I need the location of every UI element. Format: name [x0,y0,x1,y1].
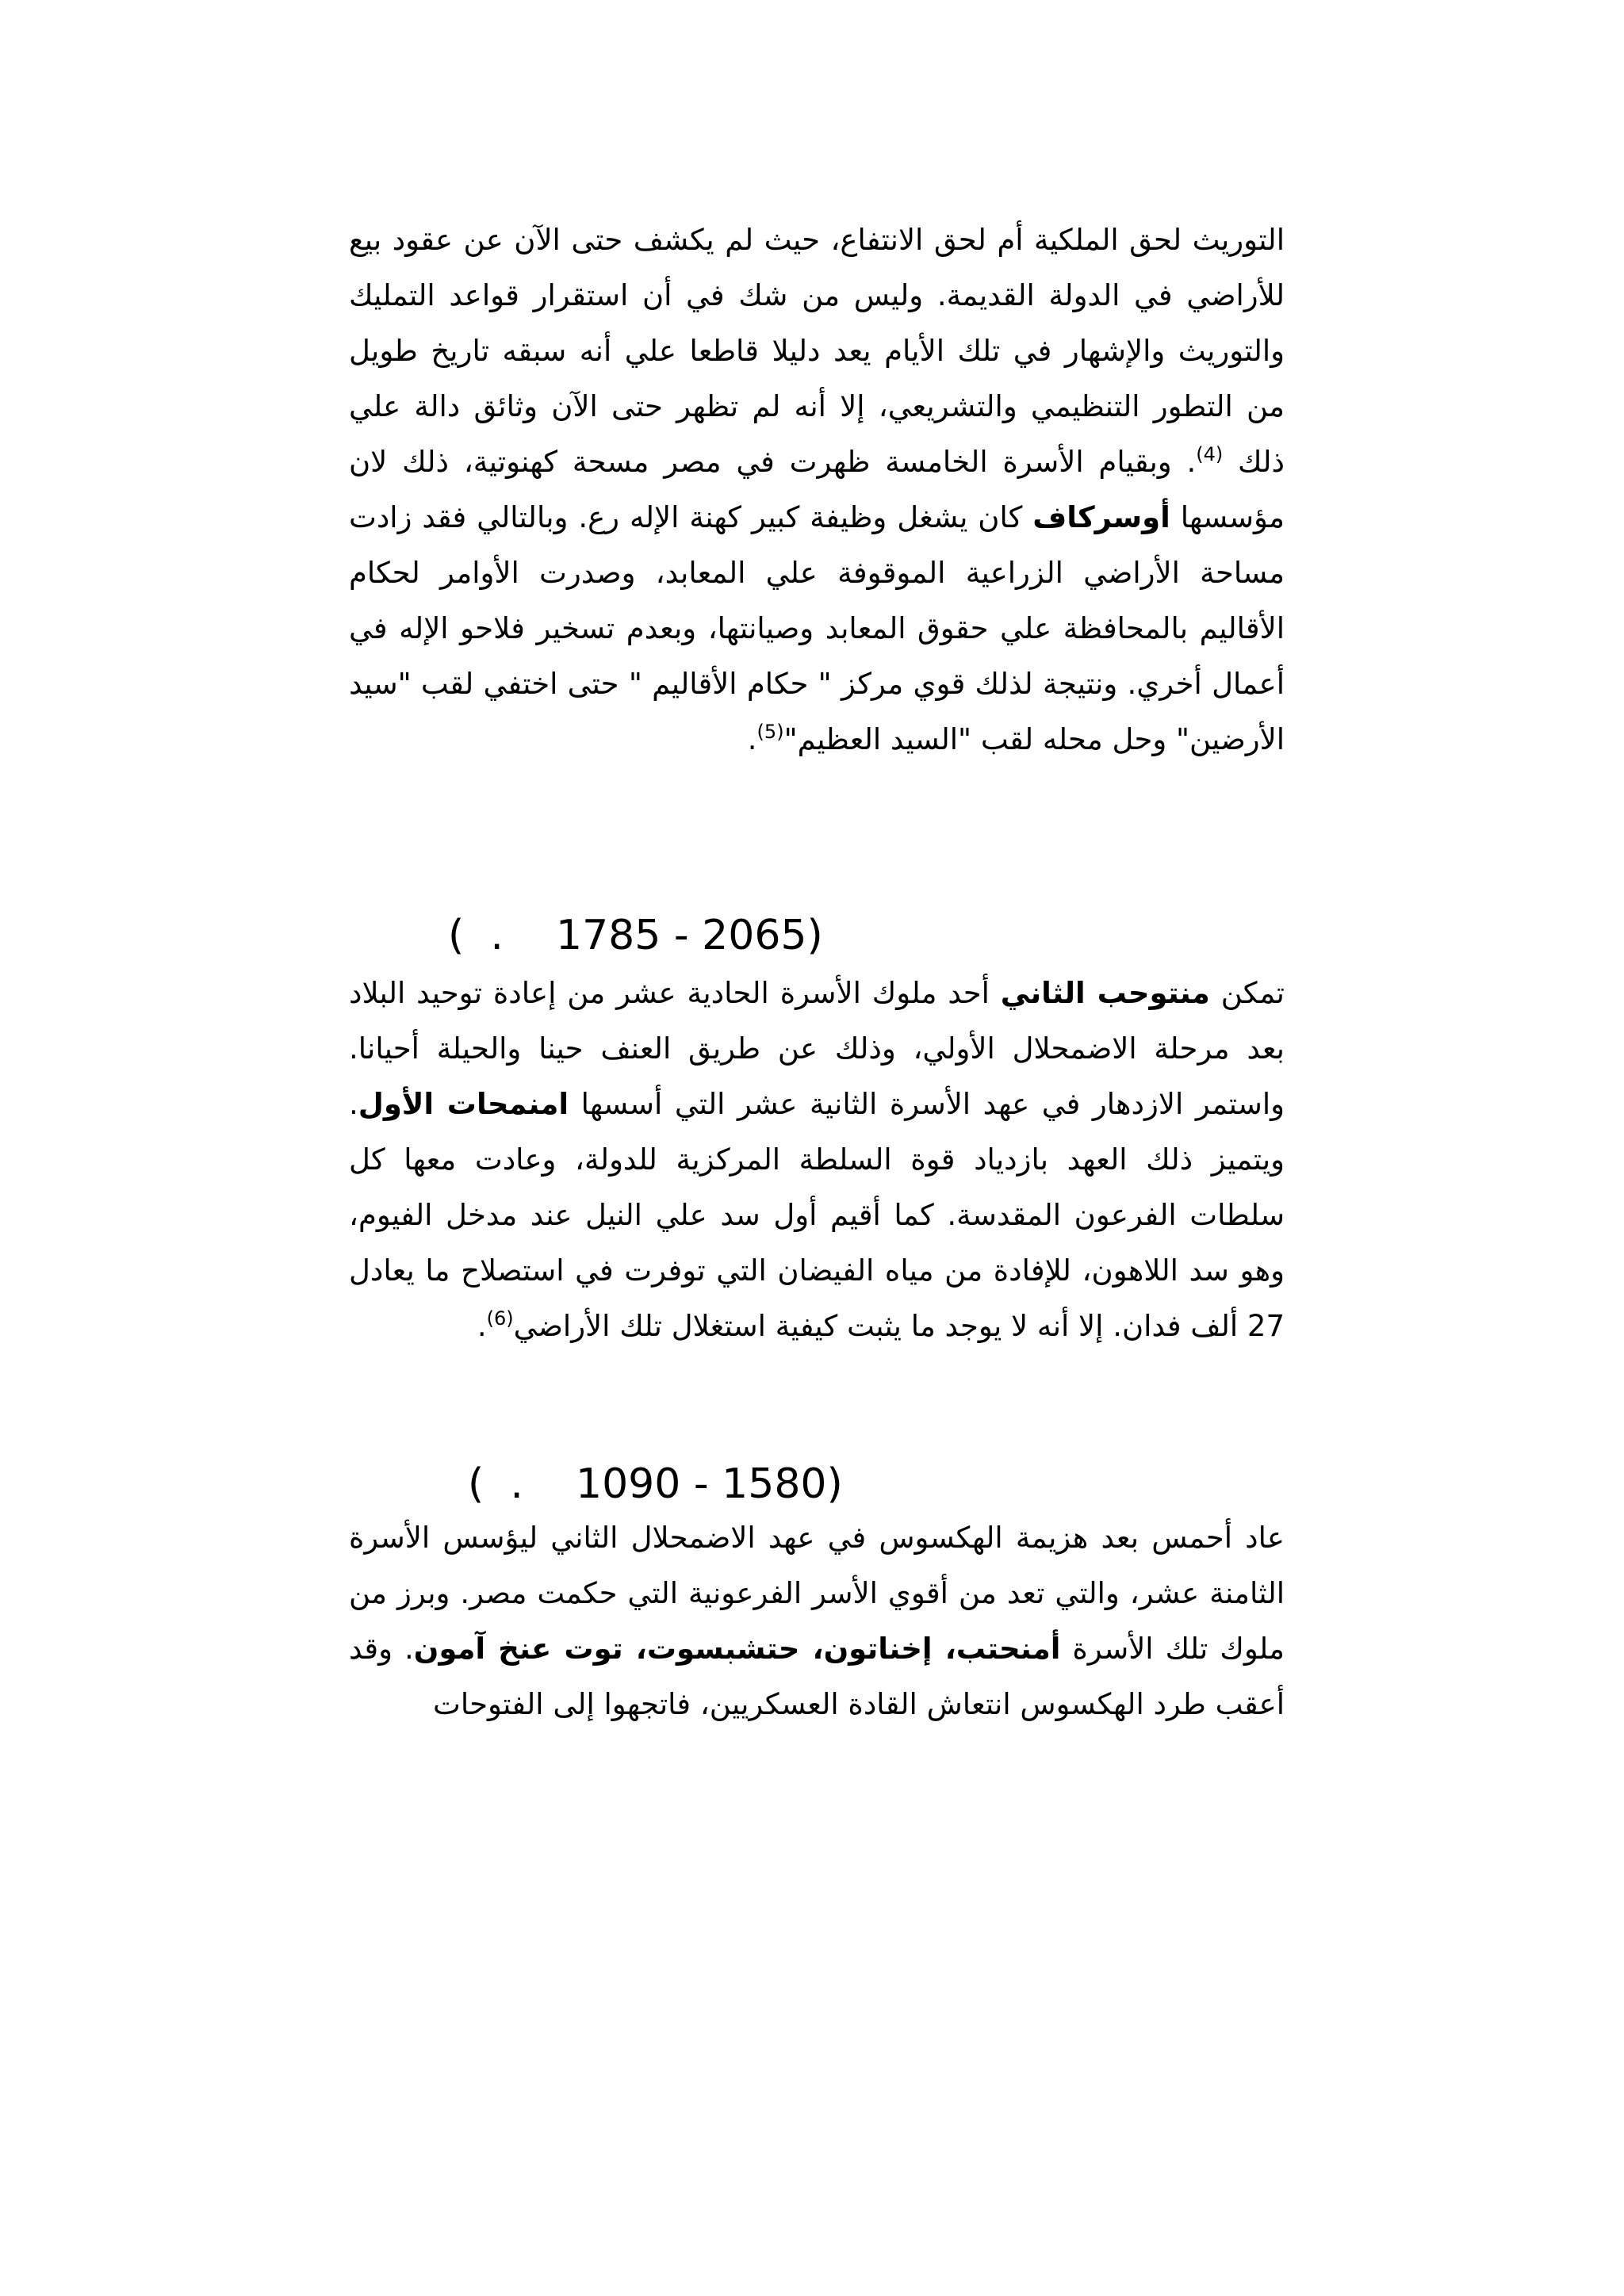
bold-name: أمنحتب، إخناتون، حتشبسوت، توت عنخ آمون [413,1632,1061,1666]
text-span: التوريث لحق الملكية أم لحق الانتفاع، حيث لم يكشف حتى الآن عن عقود بيع للأراضي في الدولة القديمة. وليس من شك في أن استقرار قواعد التمليك والتوريث والإشهار في تلك الأيام يعد دليلا قاطعا علي أنه سبقه تاريخ طويل من التطور التنظيمي والتشريعي، إلا أنه لم تظهر حتى الآن وثائق دالة علي ذلك [349,223,1285,479]
section-heading-date-range: ( . 1090 - 1580) [468,1460,843,1508]
text-span: تمكن [1209,976,1285,1010]
text-span: . [477,1309,487,1343]
paragraph-new-kingdom [349,1510,1285,1732]
text-span: . وبقيام الأسرة الخامسة ظهرت في مصر مسحة كهنوتية، ذلك لان مؤسسها [349,445,1285,534]
paragraph-text [349,966,1285,1354]
bold-name: امنمحات الأول [358,1087,569,1121]
text-span: . ويتميز ذلك العهد بازدياد قوة السلطة المركزية للدولة، وعادت معها كل سلطات الفرعون المقدسة. كما أقيم أول سد علي النيل عند مدخل الفيوم، وهو سد اللاهون، للإفادة من مياه الفيضان التي توفرت في استصلاح ما يعادل 27 ألف فدان. إلا أنه لا يوجد ما يثبت كيفية استغلال تلك الأراضي [349,1087,1285,1343]
bold-name: منتوحب الثاني [1000,976,1210,1010]
footnote-ref: (4) [1196,443,1224,465]
footnote-ref: (6) [486,1307,514,1330]
paragraph-text [349,212,1285,767]
section-heading-date-range: ( . 1785 - 2065) [448,912,823,959]
text-span: أحد ملوك الأسرة الحادية عشر من إعادة توحيد البلاد بعد مرحلة الاضمحلال الأولي، وذلك عن طريق العنف حينا والحيلة أحيانا. واستمر الازدهار في عهد الأسرة الثانية عشر التي أسسها [349,976,1285,1121]
paragraph-middle-kingdom [349,966,1285,1354]
text-span: . وقد أعقب طرد الهكسوس انتعاش القادة العسكريين، فاتجهوا إلى الفتوحات [349,1632,1285,1721]
text-span: عاد أحمس بعد هزيمة الهكسوس في عهد الاضمحلال الثاني ليؤسس الأسرة الثامنة عشر، والتي تعد من أقوي الأسر الفرعونية التي حكمت مصر. وبرز من ملوك تلك الأسرة [349,1521,1285,1666]
text-span: . [747,722,757,756]
footnote-ref: (5) [756,721,784,743]
bold-name: أوسركاف [1032,500,1170,534]
text-span: كان يشغل وظيفة كبير كهنة الإله رع. وبالتالي فقد زادت مساحة الأراضي الزراعية الموقوفة علي المعابد، وصدرت الأوامر لحكام الأقاليم بالمحافظة علي حقوق المعابد وصيانتها، وبعدم تسخير فلاحو الإله في أعمال أخري. ونتيجة لذلك قوي مركز " حكام الأقاليم " حتى اختفي لقب "سيد الأرضين" وحل محله لقب "السيد العظيم" [349,500,1285,756]
paragraph-text [349,1510,1285,1732]
paragraph-land-inheritance [349,212,1285,767]
